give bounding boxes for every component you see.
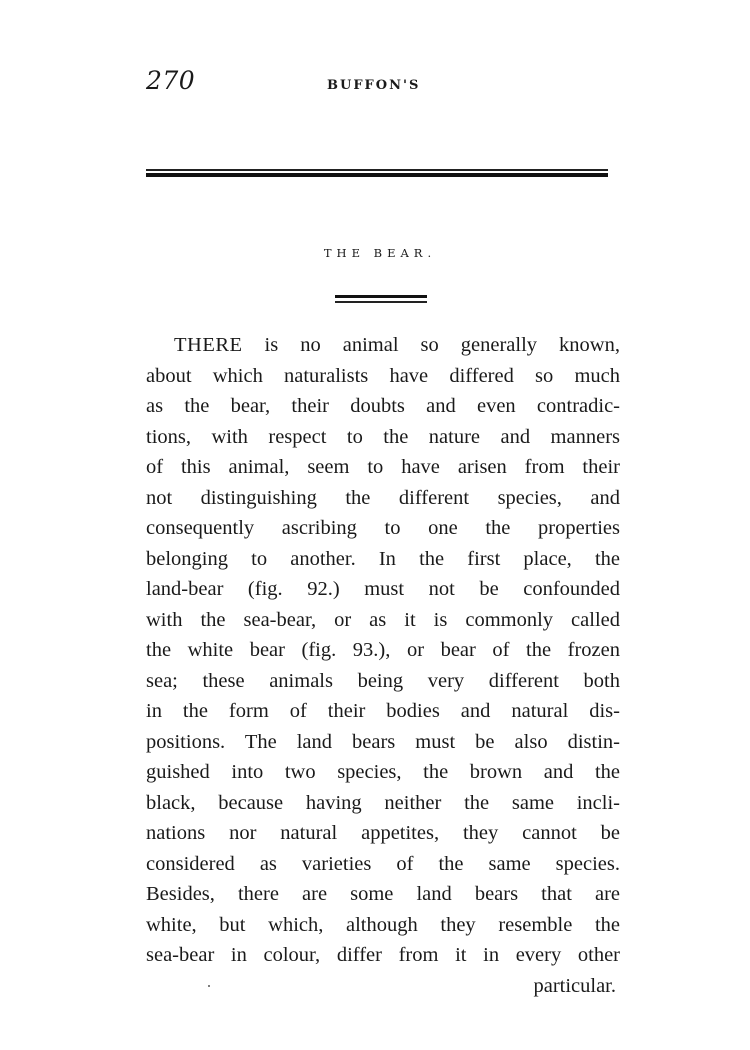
text-line: with the sea-bear, or as it is commonly called bbox=[146, 608, 620, 631]
text-line: the white bear (fig. 93.), or bear of the frozen bbox=[146, 639, 620, 661]
text-line: black, because having neither the same incli- bbox=[146, 791, 620, 814]
title-rule-thin bbox=[335, 301, 427, 303]
text-line: land-bear (fig. 92.) must not be confounded bbox=[146, 578, 620, 600]
text-line: guished into two species, the brown and the bbox=[146, 761, 620, 783]
section-title: THE BEAR. bbox=[323, 246, 437, 260]
text-line: considered as varieties of the same species. bbox=[146, 852, 620, 875]
text-line: white, but which, although they resemble the bbox=[146, 913, 620, 936]
text-line: nations nor natural appetites, they cannot be bbox=[146, 822, 620, 844]
text-line: sea; these animals being very different both bbox=[146, 669, 620, 692]
header-rule-thin bbox=[146, 169, 608, 171]
page-number: 270 bbox=[146, 66, 196, 95]
text-line-content: is no animal so generally known, bbox=[242, 334, 620, 356]
body-text bbox=[146, 330, 620, 1001]
first-word: THERE bbox=[174, 334, 243, 356]
title-rule-thick bbox=[335, 295, 427, 298]
text-line: not distinguishing the different species, and bbox=[146, 486, 620, 509]
text-line: positions. The land bears must be also distin- bbox=[146, 730, 620, 753]
text-line: Besides, there are some land bears that are bbox=[146, 883, 620, 905]
text-line: belonging to another. In the first place, the bbox=[146, 547, 620, 570]
ink-speck bbox=[208, 985, 210, 987]
running-head: BUFFON'S bbox=[327, 78, 421, 93]
catchword: particular. bbox=[533, 974, 616, 997]
header-rule-thick bbox=[146, 173, 608, 177]
text-line: tions, with respect to the nature and manners bbox=[146, 425, 620, 448]
text-line: sea-bear in colour, differ from it in every other bbox=[146, 944, 620, 966]
text-line bbox=[146, 330, 620, 361]
text-line: of this animal, seem to have arisen from their bbox=[146, 456, 620, 478]
text-line: in the form of their bodies and natural dis- bbox=[146, 700, 620, 722]
text-line: about which naturalists have differed so much bbox=[146, 364, 620, 387]
text-line: as the bear, their doubts and even contradic- bbox=[146, 395, 620, 417]
text-line: consequently ascribing to one the properties bbox=[146, 517, 620, 539]
